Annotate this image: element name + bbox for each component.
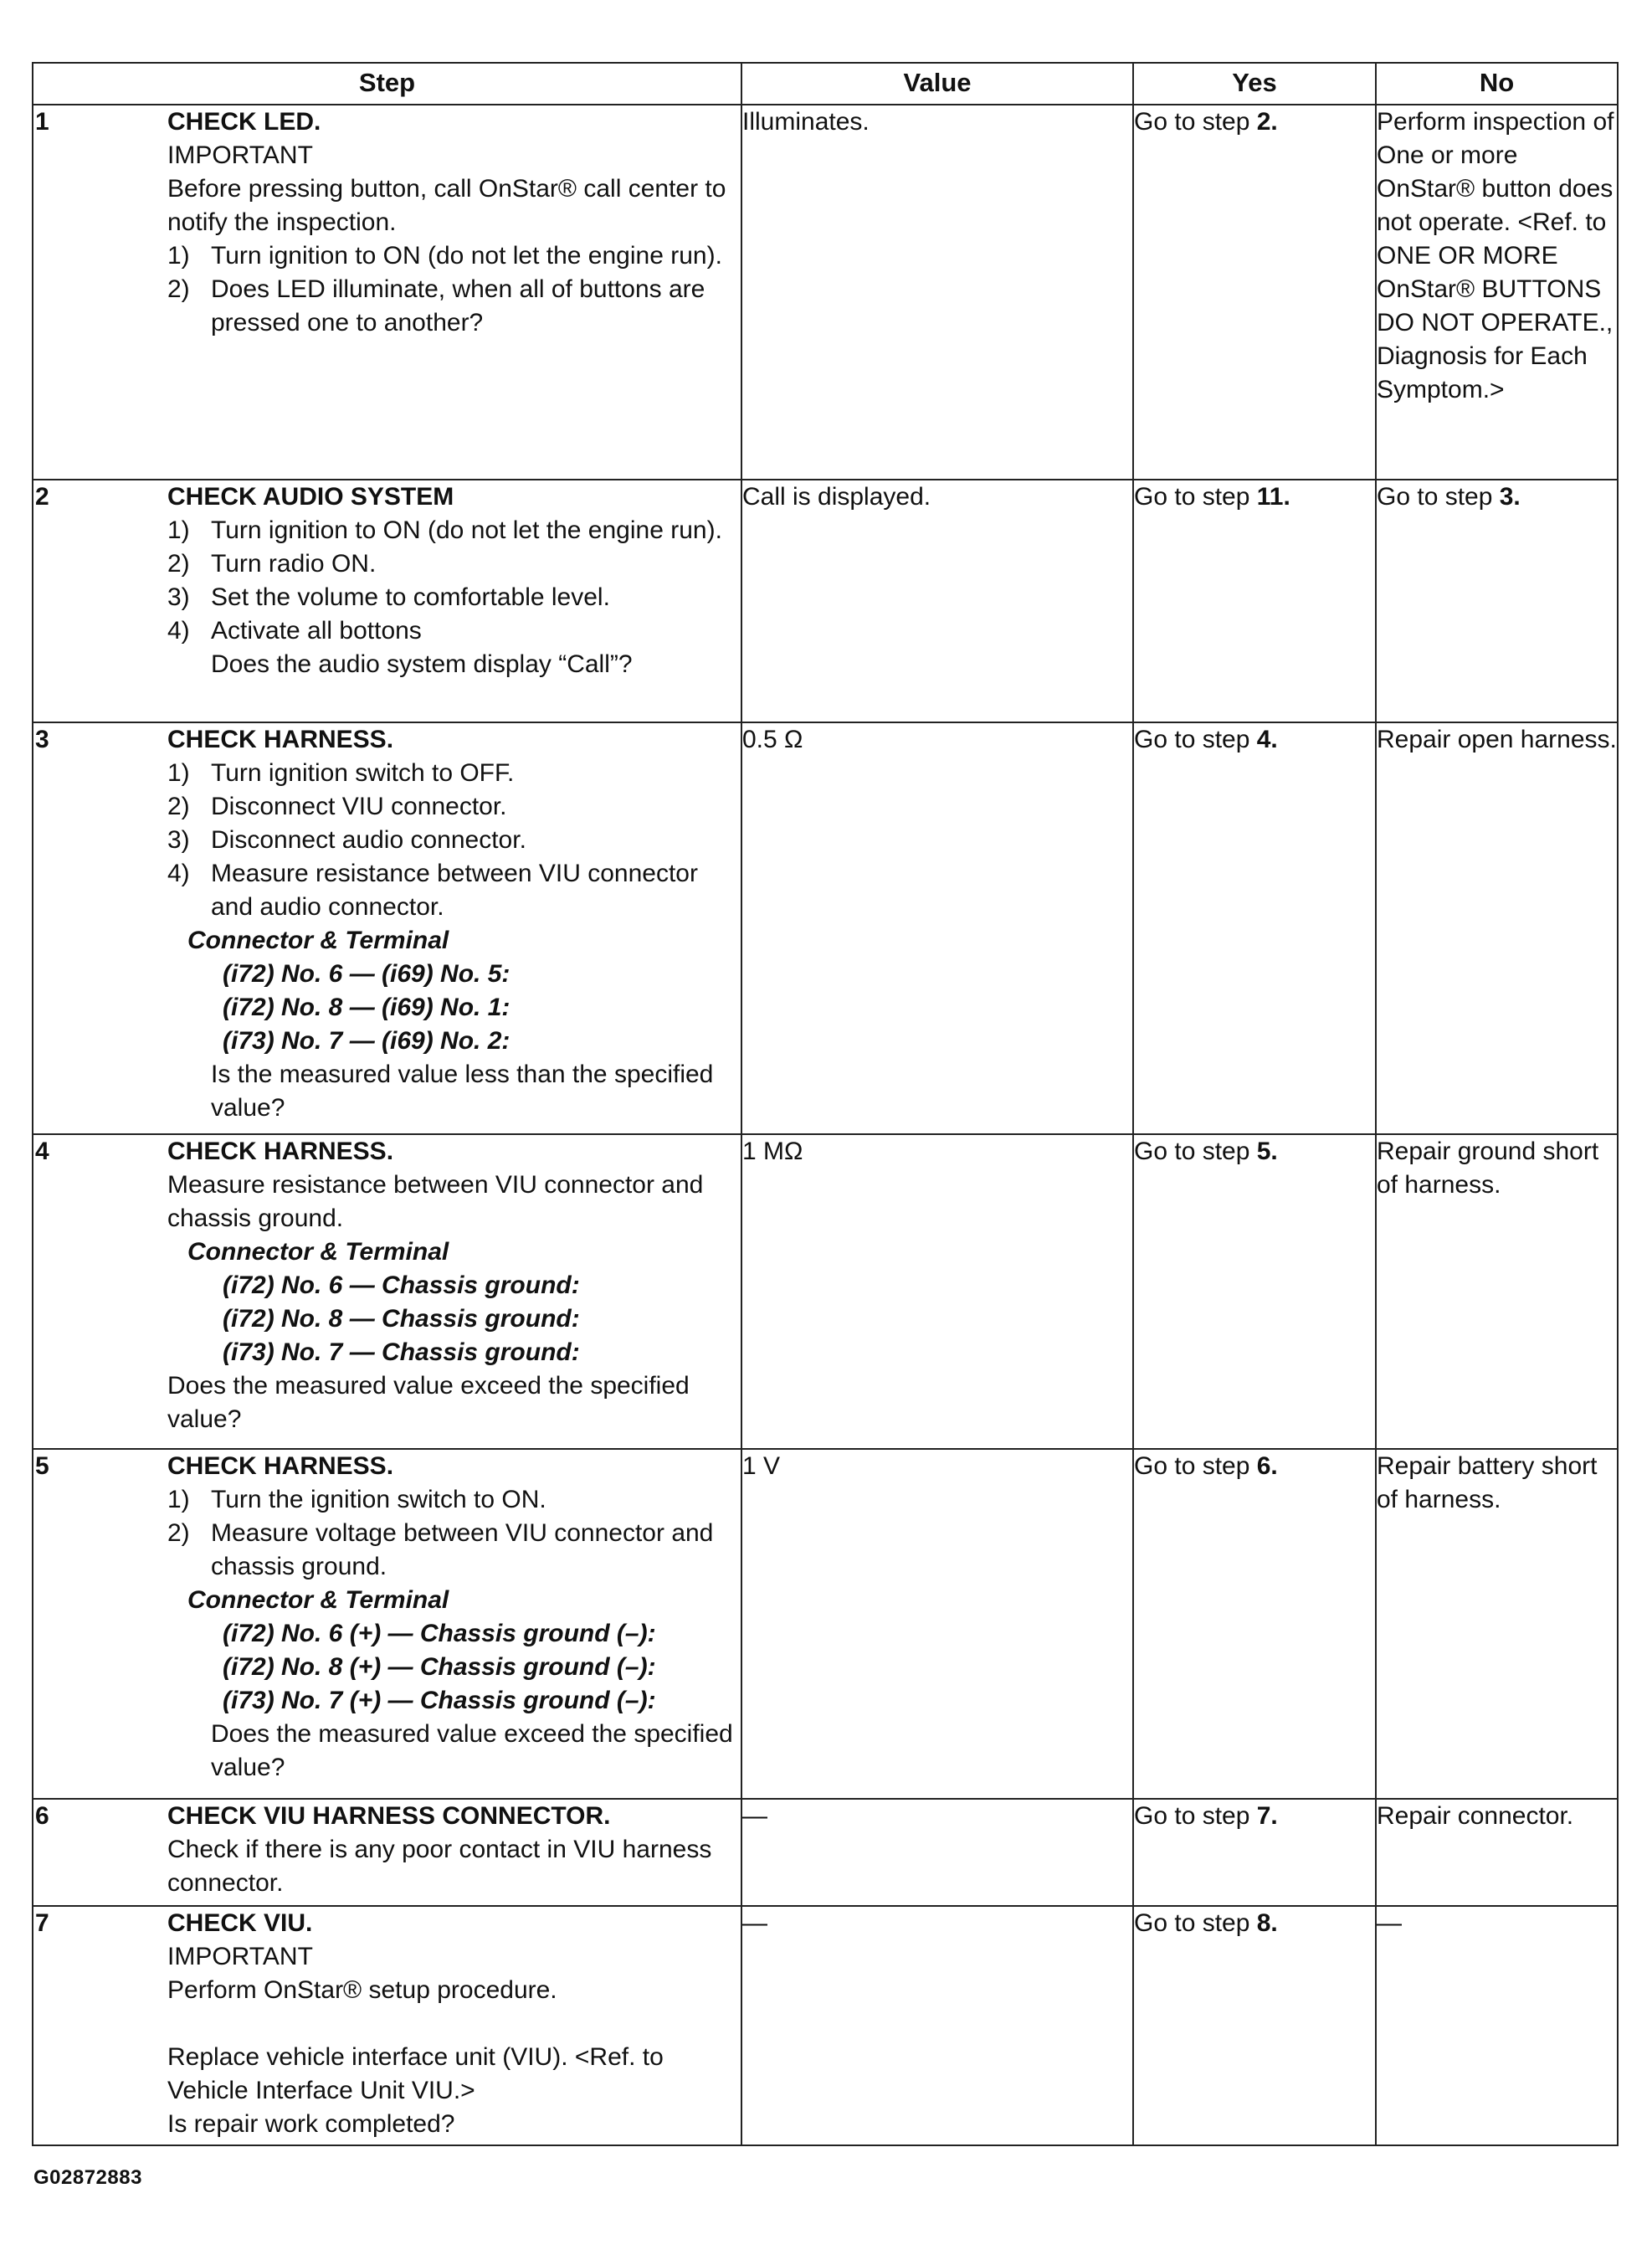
diagnostic-table (32, 62, 1619, 2146)
yes-text: Go to step (1134, 1802, 1257, 1830)
item-label: 1) (167, 242, 190, 270)
connector-terminal: (i73) No. 7 — Chassis ground: (223, 1338, 580, 1366)
step-text: IMPORTANT (167, 1943, 313, 1970)
item-label: 2) (167, 793, 190, 820)
procedure-item (167, 273, 736, 340)
yes-cell (1133, 480, 1376, 722)
step-cell (33, 1799, 741, 1906)
item-text: Measure resistance between VIU connector and audio connector. (211, 860, 698, 921)
yes-text: Go to step (1134, 108, 1257, 136)
step-number: 2 (35, 483, 49, 511)
header-value: Value (741, 63, 1133, 105)
step-text: Check if there is any poor contact in VIU harness connector. (167, 1836, 712, 1897)
no-cell: Repair battery short of harness. (1376, 1449, 1618, 1799)
yes-cell (1133, 1134, 1376, 1449)
value-cell: — (741, 1906, 1133, 2145)
yes-cell (1133, 105, 1376, 480)
step-text: Before pressing button, call OnStar® call center to notify the inspection. (167, 175, 726, 236)
step-cell (33, 1449, 741, 1799)
item-text: Turn the ignition switch to ON. (211, 1486, 546, 1513)
yes-step-number: 2. (1256, 108, 1278, 136)
connector-heading: Connector & Terminal (187, 927, 449, 954)
procedure-item (167, 581, 736, 614)
step-text: Is the measured value less than the specified value? (211, 1061, 714, 1122)
step-number: 5 (35, 1452, 49, 1480)
step-title: CHECK LED. (167, 108, 321, 136)
item-label: 2) (167, 550, 190, 578)
table-row (33, 1799, 1618, 1906)
step-cell (33, 722, 741, 1134)
table-row (33, 105, 1618, 480)
value-cell: 1 V (741, 1449, 1133, 1799)
no-cell (1376, 480, 1618, 722)
step-number: 1 (35, 108, 49, 136)
procedure-item (167, 547, 736, 581)
value-cell: 0.5 Ω (741, 722, 1133, 1134)
item-label: 1) (167, 759, 190, 787)
yes-step-number: 7. (1256, 1802, 1278, 1830)
no-cell: Perform inspection of One or more OnStar® button does not operate. <Ref. to ONE OR MORE OnStar® BUTTONS DO NOT OPERATE., Diagnosis for Each Symptom.> (1376, 105, 1618, 480)
yes-step-number: 6. (1256, 1452, 1278, 1480)
yes-text: Go to step (1134, 483, 1257, 511)
step-text: IMPORTANT (167, 141, 313, 169)
procedure-item (167, 857, 736, 924)
procedure-item (167, 757, 736, 790)
yes-text: Go to step (1134, 1452, 1257, 1480)
value-cell: 1 MΩ (741, 1134, 1133, 1449)
procedure-item (167, 1517, 736, 1584)
procedure-item (167, 239, 736, 273)
no-text: Go to step (1377, 483, 1500, 511)
connector-terminal: (i72) No. 6 — (i69) No. 5: (223, 960, 510, 988)
connector-terminal: (i72) No. 6 (+) — Chassis ground (–): (223, 1620, 656, 1647)
procedure-item (167, 614, 736, 648)
item-text: Turn radio ON. (211, 550, 377, 578)
procedure-item (167, 790, 736, 824)
connector-terminal: (i72) No. 8 — (i69) No. 1: (223, 994, 510, 1021)
procedure-item (167, 824, 736, 857)
table-row (33, 1449, 1618, 1799)
spacer (167, 2007, 736, 2041)
table-row (33, 722, 1618, 1134)
value-cell: Call is displayed. (741, 480, 1133, 722)
no-step-number: 3. (1499, 483, 1521, 511)
item-text: Turn ignition to ON (do not let the engine run). (211, 242, 722, 270)
item-text: Measure voltage between VIU connector and chassis ground. (211, 1519, 714, 1580)
no-cell: Repair connector. (1376, 1799, 1618, 1906)
step-cell (33, 480, 741, 722)
yes-cell (1133, 1449, 1376, 1799)
no-cell: — (1376, 1906, 1618, 2145)
yes-step-number: 4. (1256, 726, 1278, 753)
item-text: Activate all bottons (211, 617, 422, 645)
connector-heading: Connector & Terminal (187, 1586, 449, 1614)
connector-terminal: (i72) No. 8 (+) — Chassis ground (–): (223, 1653, 656, 1681)
item-label: 3) (167, 826, 190, 854)
step-number: 3 (35, 726, 49, 753)
item-label: 4) (167, 617, 190, 645)
item-label: 1) (167, 1486, 190, 1513)
step-text: Does the measured value exceed the specified value? (211, 1720, 733, 1781)
connector-terminal: (i72) No. 6 — Chassis ground: (223, 1271, 580, 1299)
item-label: 2) (167, 1519, 190, 1547)
header-yes: Yes (1133, 63, 1376, 105)
item-text: Disconnect VIU connector. (211, 793, 507, 820)
no-cell: Repair open harness. (1376, 722, 1618, 1134)
step-title: CHECK HARNESS. (167, 1138, 394, 1165)
step-number: 7 (35, 1909, 49, 1937)
table-row (33, 1906, 1618, 2145)
connector-terminal: (i72) No. 8 — Chassis ground: (223, 1305, 580, 1333)
step-text: Does the measured value exceed the specified value? (167, 1372, 690, 1433)
connector-terminal: (i73) No. 7 — (i69) No. 2: (223, 1027, 510, 1055)
step-number: 4 (35, 1138, 49, 1165)
step-text: Measure resistance between VIU connector and chassis ground. (167, 1171, 704, 1232)
connector-terminal: (i73) No. 7 (+) — Chassis ground (–): (223, 1687, 656, 1714)
value-cell: — (741, 1799, 1133, 1906)
yes-cell (1133, 1799, 1376, 1906)
item-label: 2) (167, 275, 190, 303)
step-title: CHECK HARNESS. (167, 726, 394, 753)
yes-text: Go to step (1134, 1909, 1257, 1937)
yes-step-number: 8. (1256, 1909, 1278, 1937)
yes-step-number: 11. (1256, 483, 1290, 511)
item-label: 4) (167, 860, 190, 887)
item-label: 3) (167, 583, 190, 611)
step-cell (33, 105, 741, 480)
step-title: CHECK VIU HARNESS CONNECTOR. (167, 1802, 611, 1830)
procedure-item (167, 514, 736, 547)
yes-cell (1133, 1906, 1376, 2145)
table-row (33, 1134, 1618, 1449)
table-row (33, 480, 1618, 722)
item-text: Disconnect audio connector. (211, 826, 526, 854)
step-cell (33, 1906, 741, 2145)
item-text: Does LED illuminate, when all of buttons are pressed one to another? (211, 275, 705, 336)
connector-heading: Connector & Terminal (187, 1238, 449, 1266)
item-label: 1) (167, 516, 190, 544)
item-text: Turn ignition to ON (do not let the engine run). (211, 516, 722, 544)
yes-step-number: 5. (1256, 1138, 1278, 1165)
item-text: Set the volume to comfortable level. (211, 583, 610, 611)
table-body (33, 105, 1618, 2145)
table-header-row (33, 63, 1618, 105)
no-cell: Repair ground short of harness. (1376, 1134, 1618, 1449)
yes-text: Go to step (1134, 1138, 1257, 1165)
procedure-item (167, 1483, 736, 1517)
yes-text: Go to step (1134, 726, 1257, 753)
step-cell (33, 1134, 741, 1449)
step-text: Is repair work completed? (167, 2110, 455, 2138)
step-title: CHECK VIU. (167, 1909, 313, 1937)
step-title: CHECK AUDIO SYSTEM (167, 483, 454, 511)
item-text: Turn ignition switch to OFF. (211, 759, 515, 787)
step-text: Does the audio system display “Call”? (211, 650, 633, 678)
step-text: Perform OnStar® setup procedure. (167, 1976, 557, 2004)
header-step: Step (33, 63, 741, 105)
figure-code: G02872883 (33, 2166, 142, 2189)
step-text: Replace vehicle interface unit (VIU). <Ref. to Vehicle Interface Unit VIU.> (167, 2043, 664, 2104)
header-no: No (1376, 63, 1618, 105)
yes-cell (1133, 722, 1376, 1134)
value-cell: Illuminates. (741, 105, 1133, 480)
step-title: CHECK HARNESS. (167, 1452, 394, 1480)
step-number: 6 (35, 1802, 49, 1830)
